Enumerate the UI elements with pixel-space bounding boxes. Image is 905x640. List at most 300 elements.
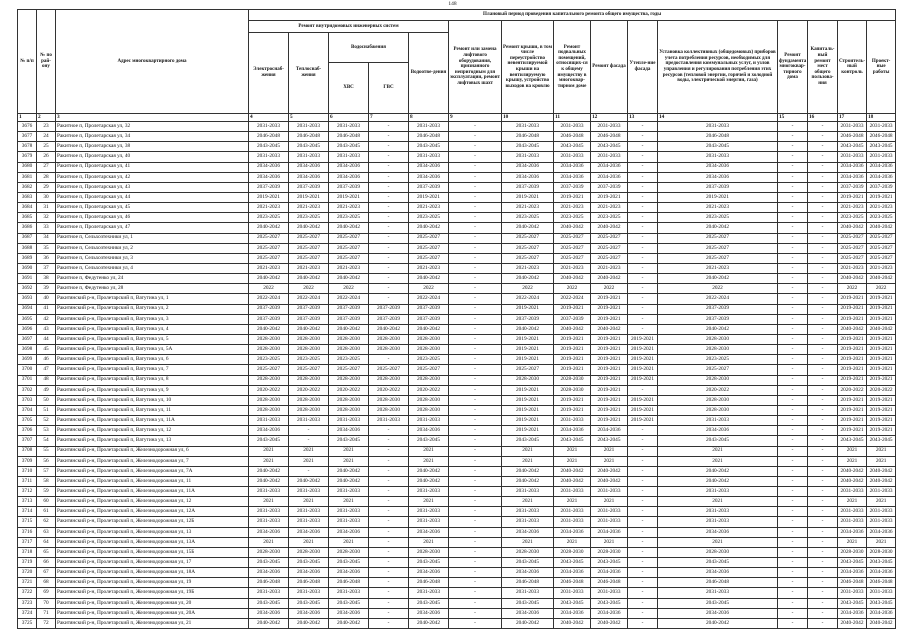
table-cell: - <box>369 172 409 182</box>
table-cell: 2043-2045 <box>554 558 591 568</box>
table-cell: - <box>369 162 409 172</box>
table-cell: 2025-2027 <box>838 233 867 243</box>
table-cell: 2025-2027 <box>329 253 369 263</box>
header-water: Водоснабжения <box>329 33 409 63</box>
column-number: 7 <box>369 114 409 122</box>
table-cell: 2040-2042 <box>502 274 554 284</box>
table-cell: 2028-2030 <box>838 547 867 557</box>
table-cell: - <box>628 132 658 142</box>
address-cell: Ракитянский р-н, Пролетарский п, Железнодорожная ул, 15Б <box>56 547 249 557</box>
table-row <box>18 172 896 182</box>
table-cell: 32 <box>37 213 56 223</box>
table-cell: 3711 <box>18 476 37 486</box>
table-cell: 2040-2042 <box>249 476 289 486</box>
table-cell: 2021-2023 <box>502 203 554 213</box>
table-cell: 2019-2021 <box>409 192 449 202</box>
table-cell: 2040-2042 <box>289 476 329 486</box>
table-cell: - <box>369 456 409 466</box>
table-cell: 2025-2027 <box>838 243 867 253</box>
table-row <box>18 284 896 294</box>
table-cell: 2025-2027 <box>409 243 449 253</box>
table-cell: - <box>778 152 808 162</box>
table-cell: 53 <box>37 426 56 436</box>
table-cell: 2034-2036 <box>554 527 591 537</box>
table-cell: 2043-2045 <box>502 558 554 568</box>
table-cell: 2019-2021 <box>554 304 591 314</box>
table-cell: 2043-2045 <box>289 142 329 152</box>
table-cell: 23 <box>37 122 56 132</box>
table-cell: - <box>628 588 658 598</box>
table-cell: - <box>628 385 658 395</box>
table-cell: 43 <box>37 324 56 334</box>
address-cell: Ракитное п, Пролетарская ул, 44 <box>56 192 249 202</box>
table-cell: - <box>449 365 502 375</box>
table-cell: 2040-2042 <box>658 274 778 284</box>
table-cell: - <box>449 253 502 263</box>
table-cell: 2019-2021 <box>591 345 628 355</box>
table-cell: 3701 <box>18 375 37 385</box>
table-cell: 66 <box>37 558 56 568</box>
table-cell: 2046-2048 <box>591 578 628 588</box>
address-cell: Ракитянский р-н, Пролетарский п, Железнодорожная ул, 20 <box>56 598 249 608</box>
table-cell: - <box>449 233 502 243</box>
column-number: 11 <box>554 114 591 122</box>
table-cell: 2022-2024 <box>289 294 329 304</box>
table-cell: - <box>449 375 502 385</box>
table-cell: 2019-2021 <box>838 304 867 314</box>
table-cell: - <box>449 507 502 517</box>
table-cell: 2031-2033 <box>591 122 628 132</box>
address-cell: Ракитянский р-н, Пролетарский п, Ватутина ул, 5А <box>56 345 249 355</box>
table-cell: 2028-2030 <box>554 547 591 557</box>
table-cell: 34 <box>37 233 56 243</box>
header-basement: Ремонт подвальных помещений, относящих-ся к общему имуществу в многоквар-тирном доме <box>554 21 591 114</box>
table-cell: 2040-2042 <box>329 274 369 284</box>
table-cell: 2021 <box>838 446 867 456</box>
table-cell: - <box>369 142 409 152</box>
table-cell: 2019-2021 <box>554 405 591 415</box>
table-cell: - <box>778 456 808 466</box>
table-cell: - <box>778 487 808 497</box>
header-heat: Теплоснаб-жения <box>289 33 329 114</box>
table-cell: 2031-2033 <box>591 487 628 497</box>
address-cell: Ракитное п, Пролетарская ул, 43 <box>56 182 249 192</box>
header-gvs: ГВС <box>369 63 409 114</box>
table-cell: 2028-2030 <box>249 547 289 557</box>
column-number: 1 <box>18 114 37 122</box>
address-cell: Ракитное п, Пролетарская ул, 40 <box>56 152 249 162</box>
table-cell: 2022-2024 <box>329 294 369 304</box>
table-cell: - <box>449 152 502 162</box>
table-cell: 2037-2039 <box>554 314 591 324</box>
table-cell: - <box>449 416 502 426</box>
table-cell: 2040-2042 <box>502 476 554 486</box>
table-cell: 3715 <box>18 517 37 527</box>
table-cell: 38 <box>37 274 56 284</box>
table-cell: - <box>289 466 329 476</box>
table-cell: - <box>778 203 808 213</box>
table-cell: 2028-2030 <box>249 405 289 415</box>
table-cell: 2037-2039 <box>591 182 628 192</box>
table-cell: 2019-2021 <box>591 365 628 375</box>
table-cell: 3704 <box>18 405 37 415</box>
table-cell: 2021 <box>867 497 896 507</box>
header-meters: Установка коллективных (общедомовых) приборов учета потребления ресурсов, необходимых для предоставления коммунальных услуг, и узлов управления и регулирования потребления этих ресурсов (тепловой энергии, горячей и холодной воды, электрической энергии, газа) <box>658 21 778 114</box>
table-cell: - <box>808 608 838 618</box>
table-cell: 2043-2045 <box>658 142 778 152</box>
table-row <box>18 192 896 202</box>
table-cell: 2031-2033 <box>289 487 329 497</box>
table-cell: - <box>449 355 502 365</box>
table-cell: 2037-2039 <box>867 182 896 192</box>
table-cell: 2040-2042 <box>867 324 896 334</box>
table-cell: 2019-2021 <box>867 395 896 405</box>
table-cell: 2019-2021 <box>502 395 554 405</box>
table-row <box>18 558 896 568</box>
table-cell: 2034-2036 <box>554 172 591 182</box>
table-cell: 2034-2036 <box>658 527 778 537</box>
table-cell: - <box>628 314 658 324</box>
column-number: 10 <box>502 114 554 122</box>
table-cell: 2031-2033 <box>409 122 449 132</box>
table-cell: 2021 <box>249 537 289 547</box>
table-cell: 2046-2048 <box>409 132 449 142</box>
table-cell: 2037-2039 <box>249 182 289 192</box>
table-cell: 2043-2045 <box>867 598 896 608</box>
table-cell: 2019-2021 <box>867 416 896 426</box>
table-cell: 2023-2025 <box>289 213 329 223</box>
table-cell: - <box>808 618 838 628</box>
table-cell: 2020-2022 <box>249 385 289 395</box>
table-cell: 54 <box>37 436 56 446</box>
table-cell: 2034-2036 <box>867 608 896 618</box>
table-cell: - <box>778 334 808 344</box>
table-row <box>18 233 896 243</box>
table-cell: - <box>449 274 502 284</box>
table-cell: 3700 <box>18 365 37 375</box>
table-cell: 2040-2042 <box>329 324 369 334</box>
table-cell: 45 <box>37 345 56 355</box>
table-cell: 2028-2030 <box>329 395 369 405</box>
table-cell: 2040-2042 <box>409 274 449 284</box>
table-cell: 2022 <box>867 284 896 294</box>
table-cell: - <box>449 547 502 557</box>
table-row <box>18 263 896 273</box>
table-cell: - <box>778 192 808 202</box>
table-cell: - <box>778 365 808 375</box>
table-cell: - <box>369 497 409 507</box>
table-cell: 2031-2033 <box>409 487 449 497</box>
table-cell: - <box>369 487 409 497</box>
table-cell: 2031-2033 <box>249 416 289 426</box>
table-cell: 2040-2042 <box>591 476 628 486</box>
table-cell: 2034-2036 <box>409 162 449 172</box>
table-cell: 2031-2033 <box>329 416 369 426</box>
column-number: 17 <box>838 114 867 122</box>
table-cell: - <box>808 395 838 405</box>
table-cell: 2043-2045 <box>554 598 591 608</box>
table-cell: 2040-2042 <box>249 466 289 476</box>
table-cell: 44 <box>37 334 56 344</box>
table-cell: 2034-2036 <box>591 162 628 172</box>
table-cell: 2021-2023 <box>554 203 591 213</box>
table-cell: 2022 <box>591 284 628 294</box>
table-cell: 3683 <box>18 192 37 202</box>
table-cell: 2043-2045 <box>502 598 554 608</box>
table-row <box>18 426 896 436</box>
table-row <box>18 517 896 527</box>
table-cell: 2031-2033 <box>329 507 369 517</box>
table-cell: 3716 <box>18 527 37 537</box>
table-row <box>18 182 896 192</box>
table-cell: 2031-2033 <box>369 416 409 426</box>
table-cell: - <box>628 284 658 294</box>
table-cell: 3720 <box>18 568 37 578</box>
table-cell: 2040-2042 <box>838 466 867 476</box>
table-cell: 3680 <box>18 162 37 172</box>
table-cell: 3694 <box>18 304 37 314</box>
table-cell: 2034-2036 <box>838 172 867 182</box>
table-cell: 2021 <box>867 456 896 466</box>
table-cell: 2034-2036 <box>329 172 369 182</box>
table-row <box>18 375 896 385</box>
table-cell: 3709 <box>18 456 37 466</box>
table-cell: 71 <box>37 608 56 618</box>
table-cell: 3686 <box>18 223 37 233</box>
table-cell: 2034-2036 <box>658 568 778 578</box>
table-cell: 2031-2033 <box>658 588 778 598</box>
table-cell: 2023-2025 <box>329 355 369 365</box>
table-cell: 2019-2021 <box>628 405 658 415</box>
table-cell: 2031-2033 <box>289 122 329 132</box>
table-row <box>18 132 896 142</box>
table-cell: - <box>778 182 808 192</box>
table-cell: 2023-2025 <box>867 213 896 223</box>
table-cell: 2043-2045 <box>249 436 289 446</box>
table-cell: 2037-2039 <box>658 182 778 192</box>
column-number: 13 <box>628 114 658 122</box>
table-cell: 2034-2036 <box>289 608 329 618</box>
table-cell: 2023-2025 <box>409 213 449 223</box>
table-cell: 2022-2024 <box>502 294 554 304</box>
table-row <box>18 497 896 507</box>
table-cell: 2046-2048 <box>554 578 591 588</box>
table-cell: 2040-2042 <box>554 223 591 233</box>
table-row <box>18 456 896 466</box>
table-cell: 2040-2042 <box>867 223 896 233</box>
table-cell: 2021 <box>409 456 449 466</box>
table-cell: 2019-2021 <box>591 395 628 405</box>
table-cell: 2043-2045 <box>591 436 628 446</box>
table-cell: 2037-2039 <box>329 314 369 324</box>
table-cell: - <box>449 213 502 223</box>
table-cell: - <box>628 527 658 537</box>
table-cell: - <box>449 314 502 324</box>
table-cell: - <box>628 304 658 314</box>
address-cell: Ракитное п, Пролетарская ул, 42 <box>56 172 249 182</box>
table-cell: 2031-2033 <box>867 152 896 162</box>
address-cell: Ракитянский р-н, Пролетарский п, Ватутина ул, 1 <box>56 294 249 304</box>
table-cell: 2020-2022 <box>867 385 896 395</box>
table-cell: 57 <box>37 466 56 476</box>
table-cell: 2019-2021 <box>838 334 867 344</box>
table-cell: - <box>808 558 838 568</box>
table-cell: 63 <box>37 527 56 537</box>
table-cell: 2031-2033 <box>409 152 449 162</box>
header-insul: Утепле-ние фасада <box>628 21 658 114</box>
table-cell: - <box>628 182 658 192</box>
table-row <box>18 446 896 456</box>
table-cell: - <box>369 192 409 202</box>
table-cell: - <box>449 618 502 628</box>
table-cell: 2028-2030 <box>554 385 591 395</box>
table-cell: 70 <box>37 598 56 608</box>
table-cell: 2040-2042 <box>249 274 289 284</box>
table-cell: - <box>778 223 808 233</box>
table-cell: 3693 <box>18 294 37 304</box>
table-cell: - <box>808 385 838 395</box>
table-cell: 2034-2036 <box>249 568 289 578</box>
table-cell: 2022 <box>409 284 449 294</box>
table-cell: - <box>369 618 409 628</box>
table-cell: 2034-2036 <box>502 162 554 172</box>
table-cell: 2034-2036 <box>329 162 369 172</box>
table-cell: 2028-2030 <box>867 547 896 557</box>
table-cell: 49 <box>37 385 56 395</box>
table-cell: 2043-2045 <box>658 598 778 608</box>
table-cell: - <box>808 517 838 527</box>
table-cell: - <box>808 162 838 172</box>
table-cell: 2031-2033 <box>838 122 867 132</box>
table-cell: 2034-2036 <box>329 527 369 537</box>
table-cell: 2025-2027 <box>554 253 591 263</box>
table-cell: 2046-2048 <box>329 578 369 588</box>
table-row <box>18 223 896 233</box>
table-cell: - <box>449 284 502 294</box>
column-number: 18 <box>867 114 896 122</box>
table-cell: 2046-2048 <box>289 578 329 588</box>
table-cell: - <box>449 263 502 273</box>
table-cell: 2034-2036 <box>658 426 778 436</box>
table-cell: - <box>778 142 808 152</box>
table-cell: - <box>449 192 502 202</box>
table-cell: 68 <box>37 578 56 588</box>
table-cell: 2040-2042 <box>838 476 867 486</box>
address-cell: Ракитянский р-н, Пролетарский п, Ватутина ул, 10 <box>56 395 249 405</box>
table-cell: 2037-2039 <box>409 182 449 192</box>
table-cell: 2040-2042 <box>658 324 778 334</box>
table-cell: 2031-2033 <box>249 487 289 497</box>
table-cell: 2046-2048 <box>658 578 778 588</box>
table-cell: 3725 <box>18 618 37 628</box>
table-cell: 2021 <box>591 497 628 507</box>
table-cell: 40 <box>37 294 56 304</box>
table-cell: 2040-2042 <box>329 223 369 233</box>
table-cell: - <box>808 405 838 415</box>
table-cell: 2031-2033 <box>591 152 628 162</box>
table-cell: 2031-2033 <box>554 416 591 426</box>
table-cell: 2019-2021 <box>867 365 896 375</box>
table-cell: 2023-2025 <box>658 213 778 223</box>
table-cell: 2031-2033 <box>658 416 778 426</box>
table-cell: 2028-2030 <box>329 345 369 355</box>
table-cell: 2043-2045 <box>867 436 896 446</box>
table-cell: 2034-2036 <box>329 568 369 578</box>
table-cell: 2025-2027 <box>409 233 449 243</box>
table-cell: - <box>778 476 808 486</box>
header-hvs: ХВС <box>329 63 369 114</box>
table-cell: 2043-2045 <box>329 142 369 152</box>
table-cell: 2021 <box>329 456 369 466</box>
table-cell: - <box>808 537 838 547</box>
table-cell: 2040-2042 <box>838 324 867 334</box>
table-cell: 2043-2045 <box>502 436 554 446</box>
table-row <box>18 598 896 608</box>
table-cell: 2023-2025 <box>502 213 554 223</box>
table-cell: 2028-2030 <box>409 345 449 355</box>
address-cell: Ракитное п, Пролетарская ул, 38 <box>56 142 249 152</box>
table-cell: 3679 <box>18 152 37 162</box>
table-cell: 2031-2033 <box>249 588 289 598</box>
table-cell: 2021 <box>502 456 554 466</box>
table-cell: 2031-2033 <box>329 122 369 132</box>
table-cell: 2019-2021 <box>249 192 289 202</box>
address-cell: Ракитянский р-н, Пролетарский п, Железнодорожная ул, 7 <box>56 456 249 466</box>
table-cell: - <box>808 203 838 213</box>
address-cell: Ракитянский р-н, Пролетарский п, Ватутина ул, 11А <box>56 416 249 426</box>
table-cell: 2025-2027 <box>502 243 554 253</box>
table-cell: - <box>369 527 409 537</box>
table-cell: 2019-2021 <box>289 192 329 202</box>
table-cell: 2031-2033 <box>409 517 449 527</box>
table-row <box>18 466 896 476</box>
table-cell: 2046-2048 <box>658 132 778 142</box>
address-cell: Ракитянский р-н, Пролетарский п, Железнодорожная ул, 18А <box>56 568 249 578</box>
table-cell: 2028-2030 <box>591 547 628 557</box>
table-row <box>18 385 896 395</box>
address-cell: Ракитянский р-н, Пролетарский п, Железнодорожная ул, 7А <box>56 466 249 476</box>
table-cell: 2040-2042 <box>658 466 778 476</box>
table-cell: 47 <box>37 365 56 375</box>
table-cell: 3703 <box>18 395 37 405</box>
table-cell: 2040-2042 <box>591 618 628 628</box>
table-cell: 2019-2021 <box>867 304 896 314</box>
table-cell: - <box>449 182 502 192</box>
table-cell: 2025-2027 <box>658 365 778 375</box>
table-cell: 2046-2048 <box>249 132 289 142</box>
table-cell: 2043-2045 <box>658 436 778 446</box>
table-cell: 3684 <box>18 203 37 213</box>
table-cell: 2019-2021 <box>838 365 867 375</box>
table-cell: 2019-2021 <box>554 395 591 405</box>
table-cell: - <box>369 547 409 557</box>
table-cell: 2031-2033 <box>554 588 591 598</box>
table-cell: 2025-2027 <box>502 365 554 375</box>
table-cell: 2040-2042 <box>591 274 628 284</box>
table-cell: 2028-2030 <box>369 345 409 355</box>
table-cell: - <box>628 446 658 456</box>
table-cell: 2046-2048 <box>838 132 867 142</box>
table-cell: 69 <box>37 588 56 598</box>
table-cell: 2037-2039 <box>249 314 289 324</box>
table-row <box>18 274 896 284</box>
header-power: Электроснаб-жения <box>249 33 289 114</box>
table-cell: 2028-2030 <box>369 405 409 415</box>
table-cell: 2025-2027 <box>591 253 628 263</box>
table-cell: 2031-2033 <box>658 487 778 497</box>
header-internal: Ремонт внутридомовых инженерных систем <box>249 21 449 33</box>
table-cell: 2019-2021 <box>838 416 867 426</box>
